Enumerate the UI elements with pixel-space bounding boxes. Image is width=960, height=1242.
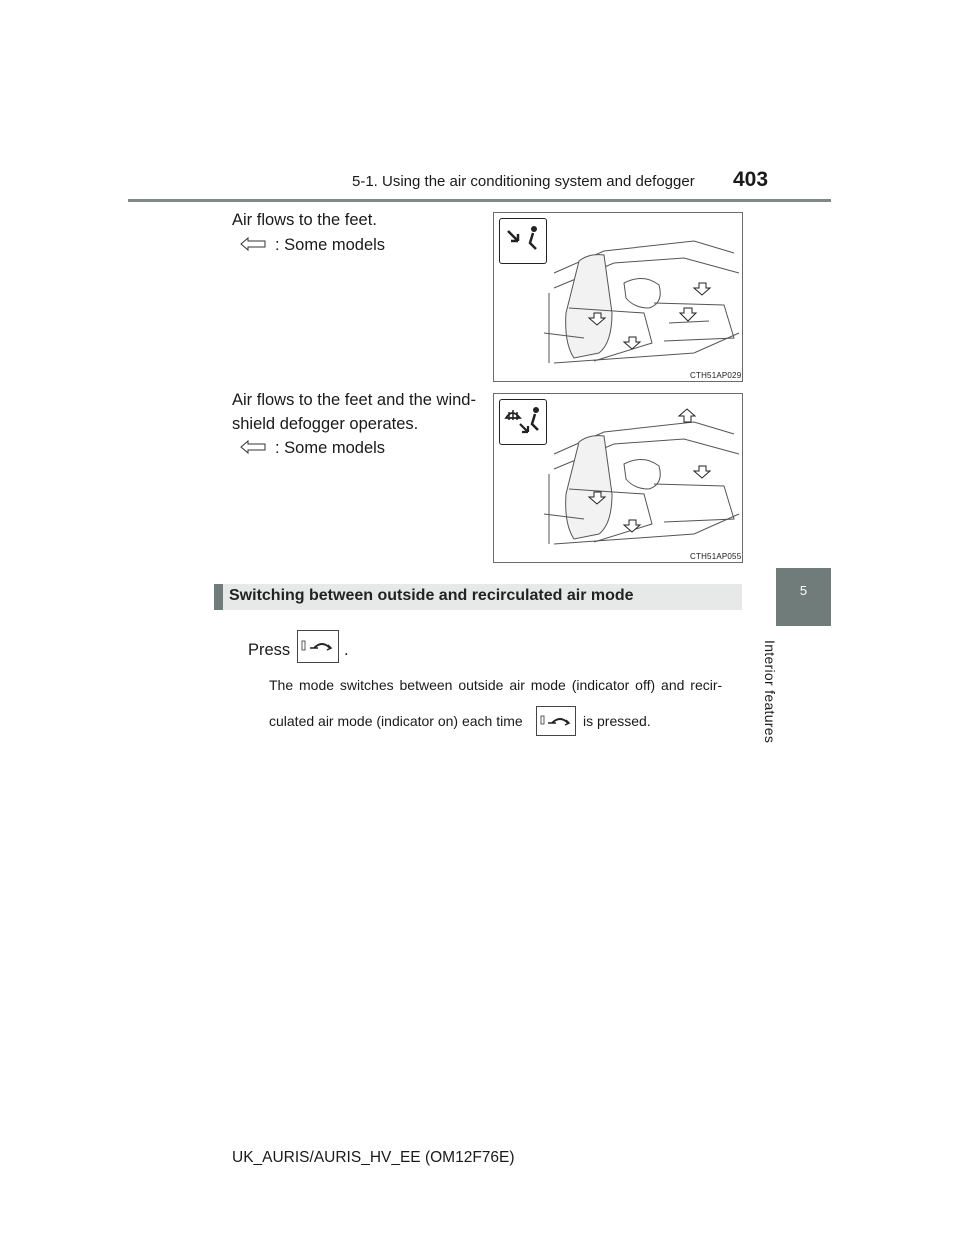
section-heading (214, 584, 742, 610)
recirculated-air-icon (298, 631, 338, 662)
mode-description-cont: shield defogger operates. (232, 415, 419, 433)
car-interior-illustration (493, 393, 743, 563)
mode-description: Air flows to the feet. (232, 211, 377, 229)
manual-code: UK_AURIS/AURIS_HV_EE (OM12F76E) (232, 1149, 515, 1166)
recirculated-air-icon (537, 707, 575, 735)
mode-description: Air flows to the feet and the wind- (232, 391, 476, 409)
chapter-title: Interior features (762, 640, 778, 744)
recirculated-air-button[interactable] (536, 706, 576, 736)
recirculated-air-button[interactable] (297, 630, 339, 663)
press-label: Press (248, 641, 291, 659)
section-header-title: 5-1. Using the air conditioning system and defogger (352, 173, 695, 190)
explanation-line: The mode switches between outside air mode (indicator off) and recir- (269, 677, 723, 693)
model-note: : Some models (275, 236, 386, 254)
foot-defog-airflow-icon (499, 399, 547, 445)
left-arrow-icon (240, 440, 266, 454)
figure-code: CTH51AP055 (690, 552, 742, 561)
header-divider (128, 199, 831, 202)
explanation-line: culated air mode (indicator on) each time (269, 713, 523, 729)
left-arrow-icon (240, 237, 266, 251)
foot-airflow-icon (499, 218, 547, 264)
car-interior-illustration (493, 212, 743, 382)
explanation-line-end: is pressed. (583, 713, 651, 729)
chapter-number: 5 (799, 583, 808, 598)
section-heading-bar (214, 584, 223, 610)
figure-code: CTH51AP029 (690, 371, 742, 380)
model-note: : Some models (275, 439, 386, 457)
press-suffix: . (344, 641, 349, 659)
section-heading-text: Switching between outside and recirculated air mode (229, 587, 634, 604)
chapter-side-label (762, 640, 799, 750)
chapter-tab[interactable] (776, 568, 831, 626)
page-number: 403 (733, 168, 769, 191)
